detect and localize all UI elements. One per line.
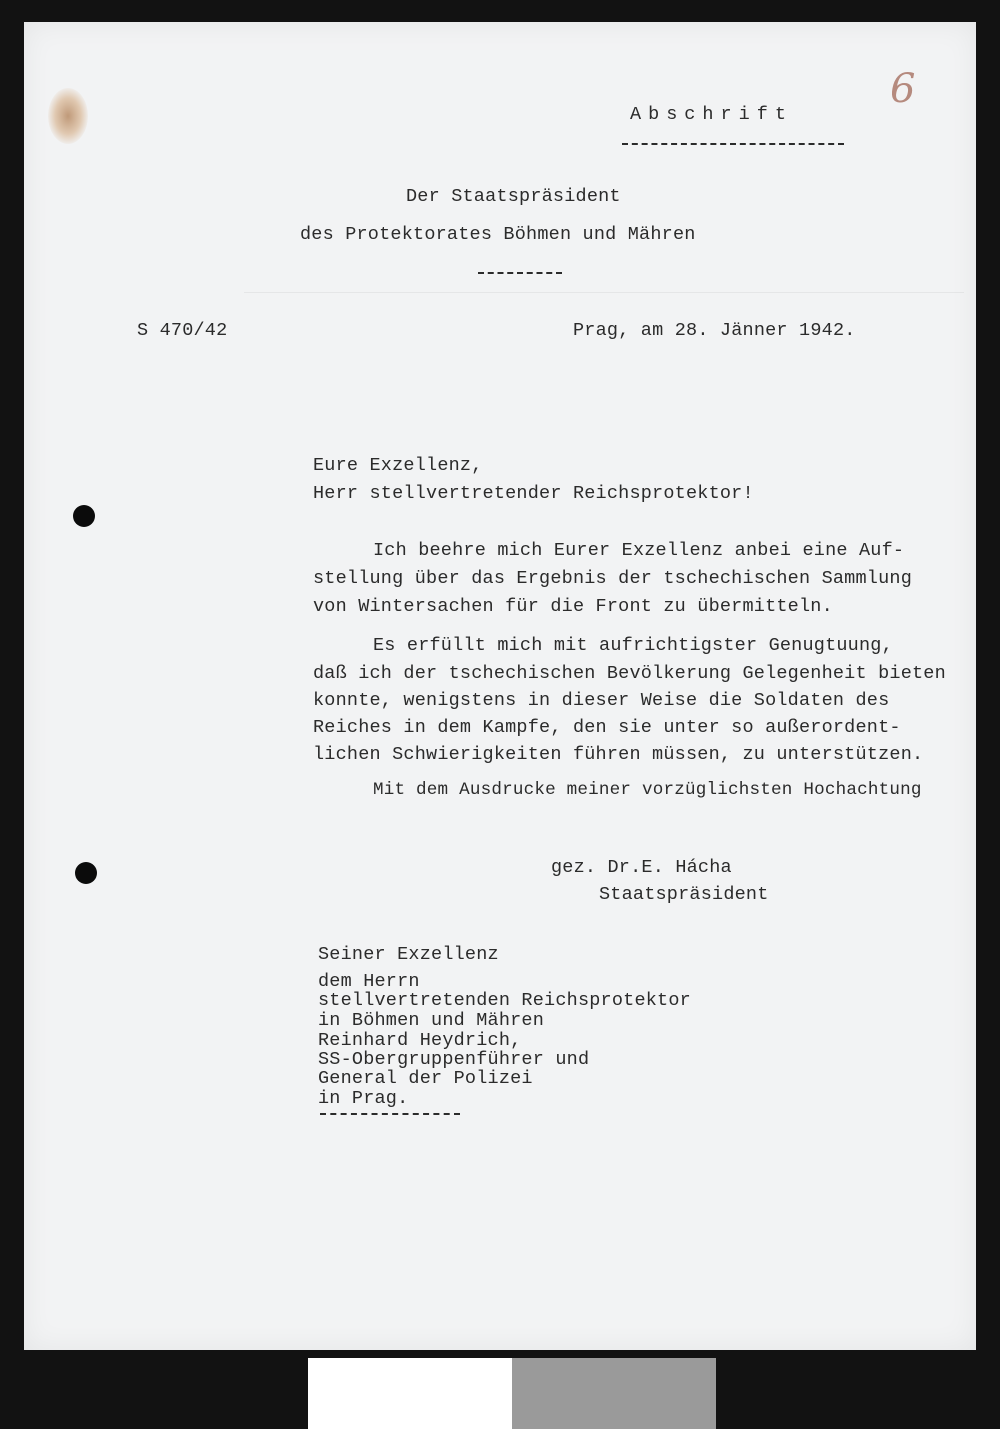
scan-strip-gray — [512, 1358, 716, 1429]
punch-hole-top — [73, 505, 95, 527]
sender-line-2: des Protektorates Böhmen und Mähren — [300, 224, 696, 245]
signature-title: Staatspräsident — [599, 884, 769, 905]
page-number: 6 — [890, 66, 916, 112]
header-mark: Abschrift — [630, 104, 793, 125]
paper-crease — [244, 292, 964, 293]
scan-strip-white — [308, 1358, 512, 1429]
recipient-line: General der Polizei — [318, 1068, 533, 1089]
paragraph-2-line: lichen Schwierigkeiten führen müssen, zu unterstützen. — [313, 744, 924, 765]
salutation-line-1: Eure Exzellenz, — [313, 455, 483, 476]
sender-line-1: Der Staatspräsident — [406, 186, 621, 207]
recipient-line: SS-Obergruppenführer und — [318, 1049, 590, 1070]
paragraph-2-line: Reiches in dem Kampfe, den sie unter so außerordent- — [313, 717, 901, 738]
header-mark-underline — [622, 143, 844, 145]
signature-name: gez. Dr.E. Hácha — [551, 857, 732, 878]
reference-number: S 470/42 — [137, 320, 228, 341]
recipient-line: in Böhmen und Mähren — [318, 1010, 545, 1031]
paragraph-1-line: Ich beehre mich Eurer Exzellenz anbei eine Auf- — [373, 540, 905, 561]
paragraph-1-line: stellung über das Ergebnis der tschechischen Sammlung — [313, 568, 912, 589]
recipient-line: stellvertretenden Reichsprotektor — [318, 990, 691, 1011]
salutation-line-2: Herr stellvertretender Reichsprotektor! — [313, 483, 754, 504]
closing-line: Mit dem Ausdrucke meiner vorzüglichsten Hochachtung — [373, 780, 922, 800]
punch-hole-bottom — [75, 862, 97, 884]
place-and-date: Prag, am 28. Jänner 1942. — [573, 320, 856, 341]
paragraph-2-line: konnte, wenigstens in dieser Weise die Soldaten des — [313, 690, 890, 711]
rust-stain — [48, 88, 88, 144]
recipient-underline — [320, 1113, 460, 1115]
recipient-line: Seiner Exzellenz — [318, 944, 499, 965]
paragraph-2-line: Es erfüllt mich mit aufrichtigster Genugtuung, — [373, 635, 893, 656]
recipient-line: dem Herrn — [318, 971, 420, 992]
sender-underline — [478, 272, 562, 274]
recipient-line: in Prag. — [318, 1088, 409, 1109]
paragraph-1-line: von Wintersachen für die Front zu übermitteln. — [313, 596, 833, 617]
paragraph-2-line: daß ich der tschechischen Bevölkerung Gelegenheit bieten — [313, 663, 946, 684]
recipient-line: Reinhard Heydrich, — [318, 1030, 522, 1051]
